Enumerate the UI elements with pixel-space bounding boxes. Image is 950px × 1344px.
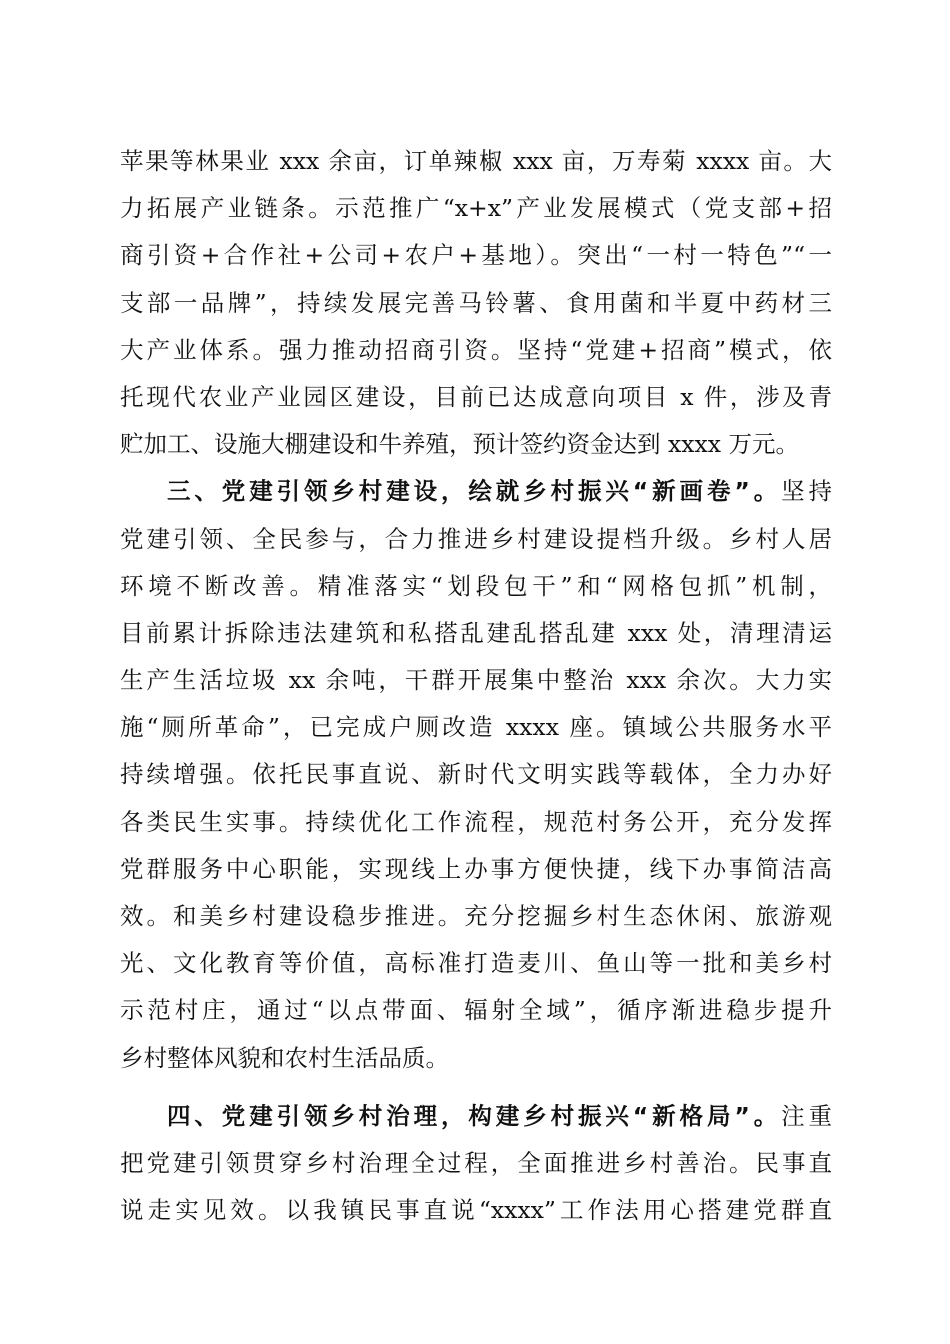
text-line: 把党建引领贯穿乡村治理全过程，全面推进乡村善治。民事直 <box>120 1148 832 1177</box>
text-line: 说走实见效。以我镇民事直说“xxxx”工作法用心搭建党群直 <box>120 1196 832 1225</box>
section-3-first-tail: 坚持 <box>781 477 832 506</box>
text-line: 党群服务中心职能，实现线上办事方便快捷，线下办事简洁高 <box>120 854 832 883</box>
text-line: 力拓展产业链条。示范推广“x+x”产业发展模式（党支部+招 <box>120 194 832 223</box>
text-line: 光、文化教育等价值，高标准打造麦川、鱼山等一批和美乡村 <box>120 949 832 978</box>
section-4-first-line <box>120 1093 832 1140</box>
text-line: 各类民生实事。持续优化工作流程，规范村务公开，充分发挥 <box>120 807 832 836</box>
text-line: 大产业体系。强力推动招商引资。坚持“党建+招商”模式，依 <box>120 335 832 364</box>
text-line: 党建引领、全民参与，合力推进乡村建设提档升级。乡村人居 <box>120 524 832 553</box>
text-line: 施“厕所革命”，已完成户厕改造 xxxx 座。镇域公共服务水平 <box>120 713 832 742</box>
text-line: 示范村庄，通过“以点带面、辐射全域”，循序渐进稳步提升 <box>120 996 832 1025</box>
section-3-heading: 三、党建引领乡村建设，绘就乡村振兴“新画卷”。 <box>167 477 782 506</box>
paragraph-gap <box>120 1082 832 1093</box>
section-3-first-line <box>120 468 832 515</box>
text-line: 商引资+合作社+公司+农户+基地）。突出“一村一特色”“一 <box>120 241 832 270</box>
text-line: 苹果等林果业 xxx 余亩，订单辣椒 xxx 亩，万寿菊 xxxx 亩。大 <box>120 147 832 175</box>
text-line: 持续增强。依托民事直说、新时代文明实践等载体，全力办好 <box>120 760 832 789</box>
text-line: 托现代农业产业园区建设，目前已达成意向项目 x 件，涉及青 <box>120 382 832 411</box>
text-line: 乡村整体风貌和农村生活品质。 <box>120 1043 449 1072</box>
text-line: 目前累计拆除违法建筑和私搭乱建乱搭乱建 xxx 处，清理清运 <box>120 618 832 647</box>
document-body <box>120 138 832 1234</box>
text-line: 环境不断改善。精准落实“划段包干”和“网格包抓”机制， <box>120 571 832 600</box>
text-line: 支部一品牌”，持续发展完善马铃薯、食用菌和半夏中药材三 <box>120 288 832 317</box>
section-4-heading: 四、党建引领乡村治理，构建乡村振兴“新格局”。 <box>167 1101 782 1130</box>
text-line: 贮加工、设施大棚建设和牛养殖，预计签约资金达到 xxxx 万元。 <box>120 430 799 459</box>
section-4-first-tail: 注重 <box>781 1101 832 1130</box>
text-line: 生产生活垃圾 xx 余吨，干群开展集中整治 xxx 余次。大力实 <box>120 666 832 695</box>
text-line: 效。和美乡村建设稳步推进。充分挖掘乡村生态休闲、旅游观 <box>120 902 832 930</box>
